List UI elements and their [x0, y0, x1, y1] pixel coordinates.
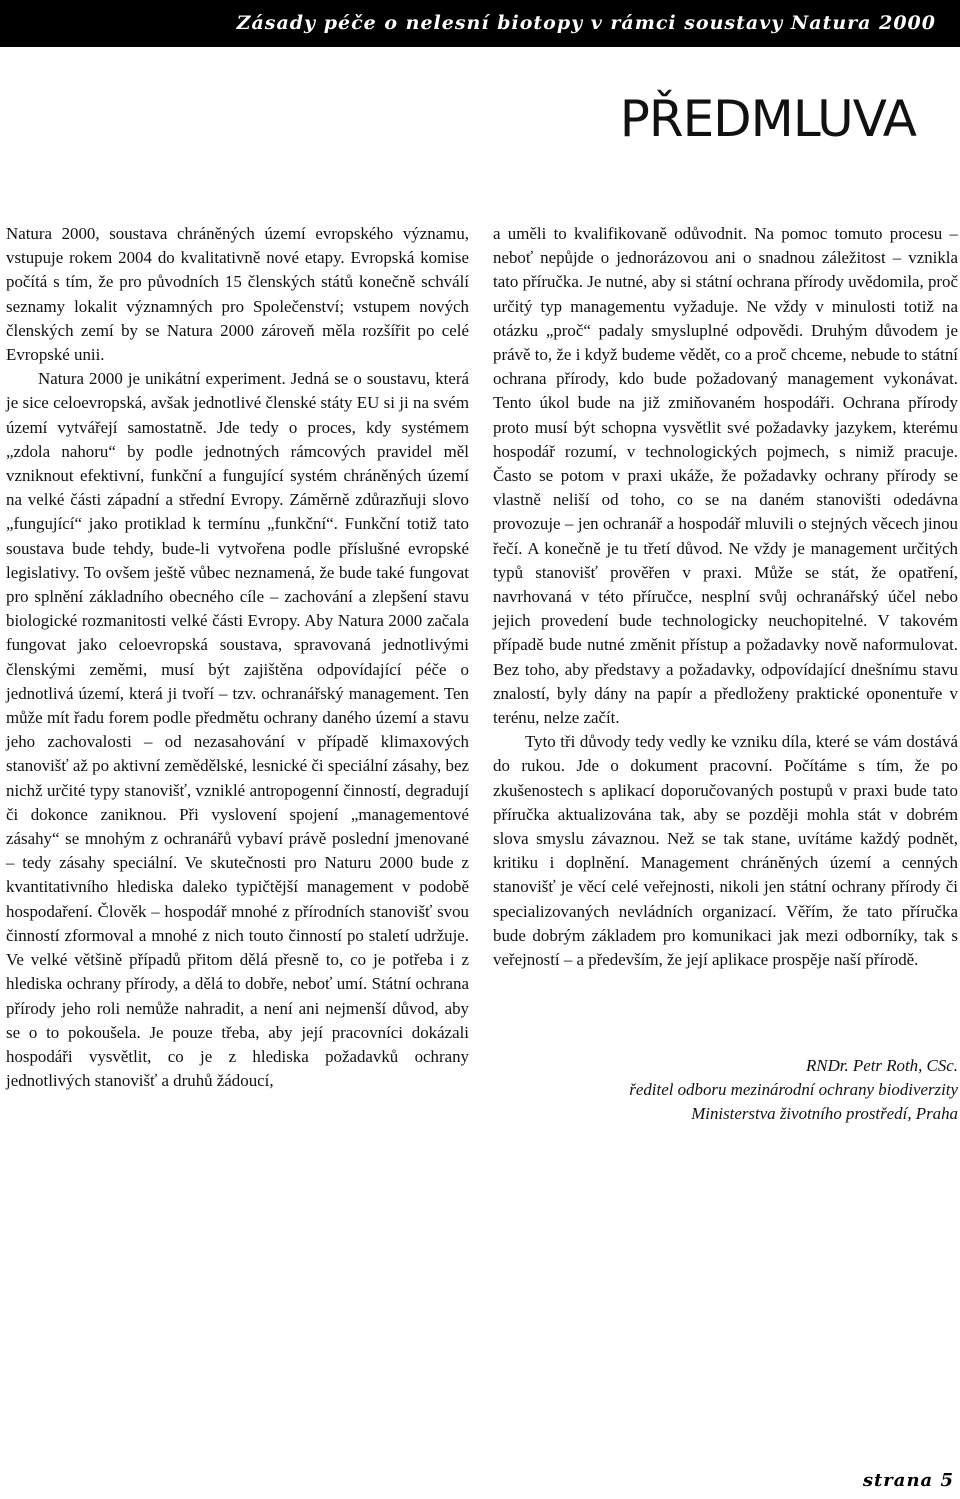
- header-bar: [0, 0, 960, 47]
- page-number: strana 5: [862, 1470, 954, 1491]
- signature-institution: Ministerstva životního prostředí, Praha: [691, 1104, 958, 1124]
- left-paragraph-1: Natura 2000, soustava chráněných území evropského významu, vstupuje rokem 2004 do kvalitativně nové etapy. Evropská komise počítá s tím, že pro původních 15 členských států konečně schválí seznamy lokalit významných pro Společenství; vstupem nových členských zemí by se Natura 2000 zároveň měla rozšířit po celé Evropské unii.: [6, 224, 469, 365]
- left-paragraph-2: Natura 2000 je unikátní experiment. Jedná se o soustavu, která je sice celoevropská, avšak jednotlivé členské státy EU si ji na svém území vytvářejí samostatně. Jde tedy o proces, kdy systémem „zdola nahoru“ by podle jednotných rámcových pravidel měl vzniknout efektivní, funkční a fungující systém chráněných území na velké části západní a střední Evropy. Záměrně zdůrazňuji slovo „fungující“ jako protiklad k termínu „funkční“. Funkční totiž tato soustava bude tehdy, bude-li vytvořena podle příslušné evropské legislativy. To ovšem ještě vůbec neznamená, že bude také fungovat pro splnění základního obecného cíle – zachování a zlepšení stavu biologické rozmanitosti velké části Evropy. Aby Natura 2000 začala fungovat jako celoevropská soustava, spravovaná jednotlivými členskými zeměmi, musí být zajištěna odpovídající péče o jednotlivá území, která ji tvoří – tzv. ochranářský management. Ten může mít řadu forem podle předmětu ochrany daného území a stavu jeho zachovalosti – od nezasahování v případě klimaxových stanovišť až po aktivní zemědělské, lesnické či speciální zásahy, bez nichž určité typy stanovišť, vzniklé antropogenní činností, degradují či dokonce zaniknou. Při vyslovení spojení „managementové zásahy“ se mnohým z ochranářů vybaví právě poslední jmenované – tedy zásahy speciální. Ve skutečnosti pro Naturu 2000 bude z kvantitativního hlediska daleko typičtější management v podobě hospodaření. Člověk – hospodář mnohé z přírodních stanovišť svou činností zformoval a mnohé z nich touto činností po staletí udržuje. Ve velké většině případů přitom dělá přesně to, co je potřeba i z hlediska ochrany přírody, a dělá to dobře, neboť umí. Státní ochrana přírody jeho roli nemůže nahradit, a není ani nejmenší důvod, aby se o to pokoušela. Je pouze třeba, aby její pracovníci dokázali hospodáři vysvětlit, co je z hlediska požadavků ochrany jednotlivých stanovišť a druhů žádoucí,: [6, 369, 469, 1091]
- signature-position: ředitel odboru mezinárodní ochrany biodiverzity: [629, 1080, 958, 1100]
- signature-name: RNDr. Petr Roth, CSc.: [805, 1056, 958, 1075]
- page-title: PŘEDMLUVA: [619, 90, 916, 148]
- right-paragraph-2: Tyto tři důvody tedy vedly ke vzniku díla, které se vám dostává do rukou. Jde o dokument pracovní. Počítáme s tím, že po zkušenostech s aplikací doporučovaných postupů v praxi bude tato příručka aktualizována tak, aby se později mohla stát v dobrém slova smyslu závaznou. Než se tak stane, uvítáme každý podnět, kritiku i doplnění. Management chráněných území a cenných stanovišť je věcí celé veřejnosti, nikoli jen státní ochrany přírody či specializovaných nevládních organizací. Věřím, že tato příručka bude dobrým základem pro komunikaci jak mezi odborníky, tak s veřejností – a především, že její aplikace prospěje naší přírodě.: [493, 732, 958, 970]
- signature-block: [488, 1054, 958, 1127]
- left-column: [6, 222, 469, 1093]
- running-title: Zásady péče o nelesní biotopy v rámci soustavy Natura 2000: [236, 12, 936, 34]
- right-paragraph-1: a uměli to kvalifikovaně odůvodnit. Na pomoc tomuto procesu – neboť nepůjde o jednorázovou ani o snadnou záležitost – vznikla tato příručka. Je nutné, aby si státní ochrana přírody uvědomila, proč určitý typ managementu vyžaduje. Ne vždy v minulosti totiž na otázku „proč“ padaly smysluplné odpovědi. Druhým důvodem je právě to, že i když budeme vědět, co a proč chceme, nebude to státní ochrana přírody, kdo bude požadovaný management vykonávat. Tento úkol bude na již zmiňovaném hospodáři. Ochrana přírody proto musí být schopna vysvětlit své požadavky jazykem, kterému hospodář rozumí, v technologických pojmech, s nimiž pracuje. Často se potom v praxi ukáže, že požadavky ochrany přírody se vlastně neliší od toho, co se na daném stanovišti odedávna provozuje – jen ochranář a hospodář mluvili o stejných věcech jinou řečí. A konečně je tu třetí důvod. Ne vždy je management určitých typů stanovišť prověřen v praxi. Může se stát, že opatření, navrhovaná v této příručce, nesplní svůj ochranářský účel nebo jejich provedení bude technologicky neuchopitelné. V takovém případě bude nutné změnit přístup a požadavky nově naformulovat. Bez toho, aby představy a požadavky, odpovídající dnešnímu stavu znalostí, byly dány na papír a předloženy praktické oponentuře v terénu, nelze začít.: [493, 224, 958, 728]
- right-column: [493, 222, 958, 972]
